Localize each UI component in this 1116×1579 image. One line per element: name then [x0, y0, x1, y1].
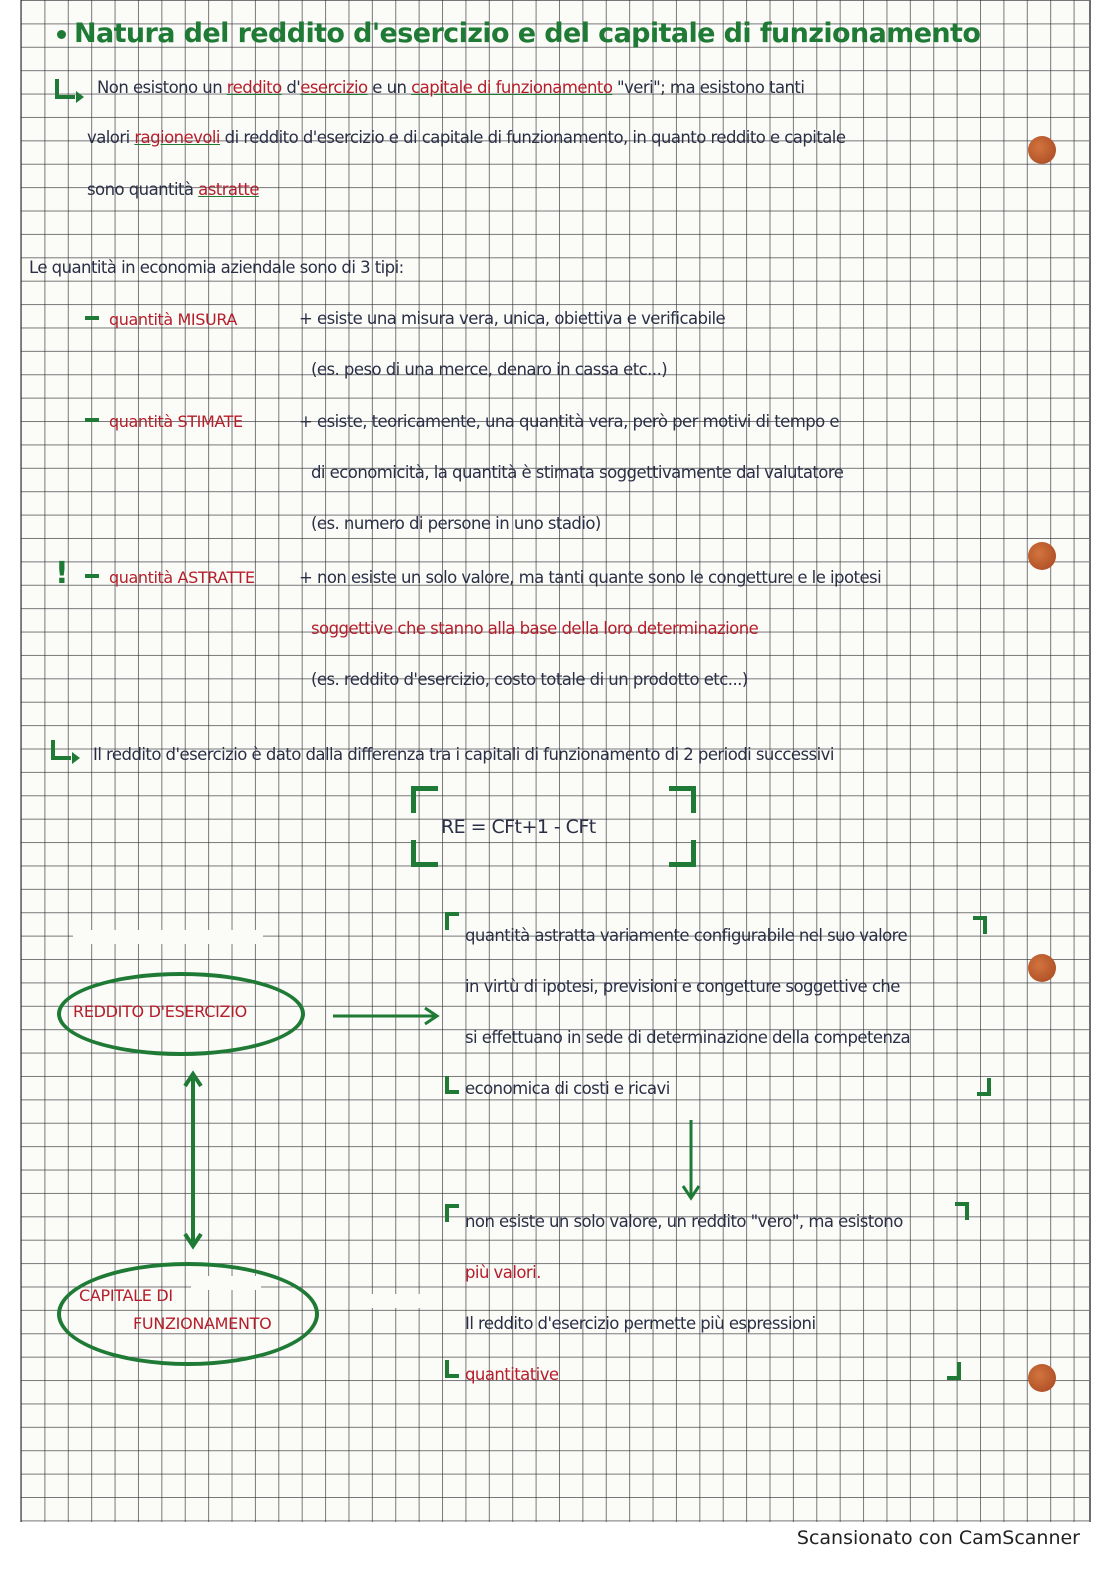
intro-highlight: esercizio — [300, 78, 368, 97]
binder-hole — [1028, 136, 1056, 164]
intro-line-2 — [87, 130, 845, 147]
correction-mark — [73, 930, 263, 944]
binder-hole — [1028, 542, 1056, 570]
box2-bracket-tl — [445, 1204, 459, 1222]
quantity-stimate-line1: + esiste, teoricamente, una quantità vera, però per motivi di tempo e — [299, 412, 840, 431]
box1-bracket-tr — [973, 916, 987, 934]
quantity-misura-line1: + esiste una misura vera, unica, obiettiva e verificabile — [299, 309, 726, 328]
intro-text: d' — [281, 78, 301, 97]
bullet-dot — [57, 30, 66, 39]
relation-text: Il reddito d'esercizio è dato dalla differenza tra i capitali di funzionamento di 2 periodi successivi — [93, 745, 834, 764]
intro-text: di reddito d'esercizio e di capitale di funzionamento, in quanto reddito e capitale — [219, 128, 846, 147]
intro-highlight: reddito — [226, 78, 282, 97]
box2-bracket-bl — [445, 1360, 459, 1378]
title-text: Natura del reddito d'esercizio e del capitale di funzionamento — [74, 18, 981, 49]
box1-line-4: economica di costi e ricavi — [465, 1079, 670, 1098]
box2-line-4: quantitative — [465, 1365, 559, 1384]
quantity-astratte-line1: + non esiste un solo valore, ma tanti quante sono le congetture e le ipotesi — [299, 568, 882, 587]
intro-text: valori — [87, 128, 135, 147]
formula: RE = CFt+1 - CFt — [441, 816, 596, 838]
intro-text: sono quantità — [87, 180, 199, 199]
quantities-heading: Le quantità in economia aziendale sono di 3 tipi: — [29, 258, 404, 277]
arrow-down-icon — [681, 1118, 701, 1204]
box2-line-3: Il reddito d'esercizio permette più espressioni — [465, 1314, 816, 1333]
dash-bullet-icon — [85, 316, 99, 320]
quantity-astratte-line3: (es. reddito d'esercizio, costo totale di un prodotto etc...) — [311, 670, 748, 689]
intro-line-1 — [97, 80, 804, 97]
box1-line-2: in virtù di ipotesi, previsioni e congetture soggettive che — [465, 977, 900, 996]
arrow-hook-icon — [55, 79, 75, 99]
intro-highlight: astratte — [198, 180, 259, 199]
formula-bracket-tr — [669, 786, 696, 813]
intro-highlight: ragionevoli — [134, 128, 220, 147]
formula-bracket-bl — [411, 840, 438, 867]
node-reddito-label: REDDITO D'ESERCIZIO — [73, 1002, 247, 1021]
box1-line-3: si effettuano in sede di determinazione della competenza — [465, 1028, 911, 1047]
binder-hole — [1028, 954, 1056, 982]
quantity-text: esiste, teoricamente, una quantità vera, però per motivi di tempo e — [316, 412, 840, 431]
box1-bracket-br — [977, 1078, 991, 1096]
formula-bracket-br — [669, 840, 696, 867]
box2-line-2: più valori. — [465, 1263, 541, 1282]
intro-text: e un — [367, 78, 412, 97]
node-capitale-label-2: FUNZIONAMENTO — [133, 1314, 272, 1333]
dash-bullet-icon — [85, 574, 99, 578]
box1-bracket-bl — [445, 1076, 459, 1094]
quantity-text: esiste una misura vera, unica, obiettiva e verificabile — [316, 309, 726, 328]
box1-bracket-tl — [445, 912, 459, 930]
intro-highlight: capitale di funzionamento — [411, 78, 613, 97]
page-title — [57, 20, 980, 47]
dash-bullet-icon — [85, 418, 99, 422]
double-arrow-icon — [181, 1070, 205, 1250]
quantity-astratte-line2: soggettive che stanno alla base della loro determinazione — [311, 619, 759, 638]
quantity-text: non esiste un solo valore, ma tanti quante sono le congetture e le ipotesi — [316, 568, 882, 587]
quantity-misura-line2: (es. peso di una merce, denaro in cassa etc...) — [311, 360, 668, 379]
quantity-stimate-line3: (es. numero di persone in uno stadio) — [311, 514, 601, 533]
node-capitale-label-1: CAPITALE DI — [79, 1286, 173, 1305]
intro-text: "veri"; ma esistono tanti — [612, 78, 805, 97]
correction-mark — [351, 1294, 433, 1308]
intro-line-3 — [87, 182, 259, 199]
exclamation-icon: ! — [55, 556, 69, 591]
arrow-right-icon — [331, 1006, 443, 1026]
intro-text: Non esistono un — [97, 78, 227, 97]
formula-bracket-tl — [411, 786, 438, 813]
quantity-label-astratte: quantità ASTRATTE — [109, 568, 255, 587]
box2-line-1: non esiste un solo valore, un reddito "vero", ma esistono — [465, 1212, 903, 1231]
quantity-label-stimate: quantità STIMATE — [109, 412, 243, 431]
box2-bracket-br — [947, 1362, 961, 1380]
scanner-watermark: Scansionato con CamScanner — [796, 1527, 1080, 1549]
box2-bracket-tr — [955, 1202, 969, 1220]
box1-line-1: quantità astratta variamente configurabile nel suo valore — [465, 926, 908, 945]
arrow-hook-icon — [51, 740, 71, 760]
notebook-page — [20, 0, 1091, 1522]
quantity-stimate-line2: di economicità, la quantità è stimata soggettivamente dal valutatore — [311, 463, 844, 482]
binder-hole — [1028, 1364, 1056, 1392]
quantity-label-misura: quantità MISURA — [109, 310, 237, 329]
